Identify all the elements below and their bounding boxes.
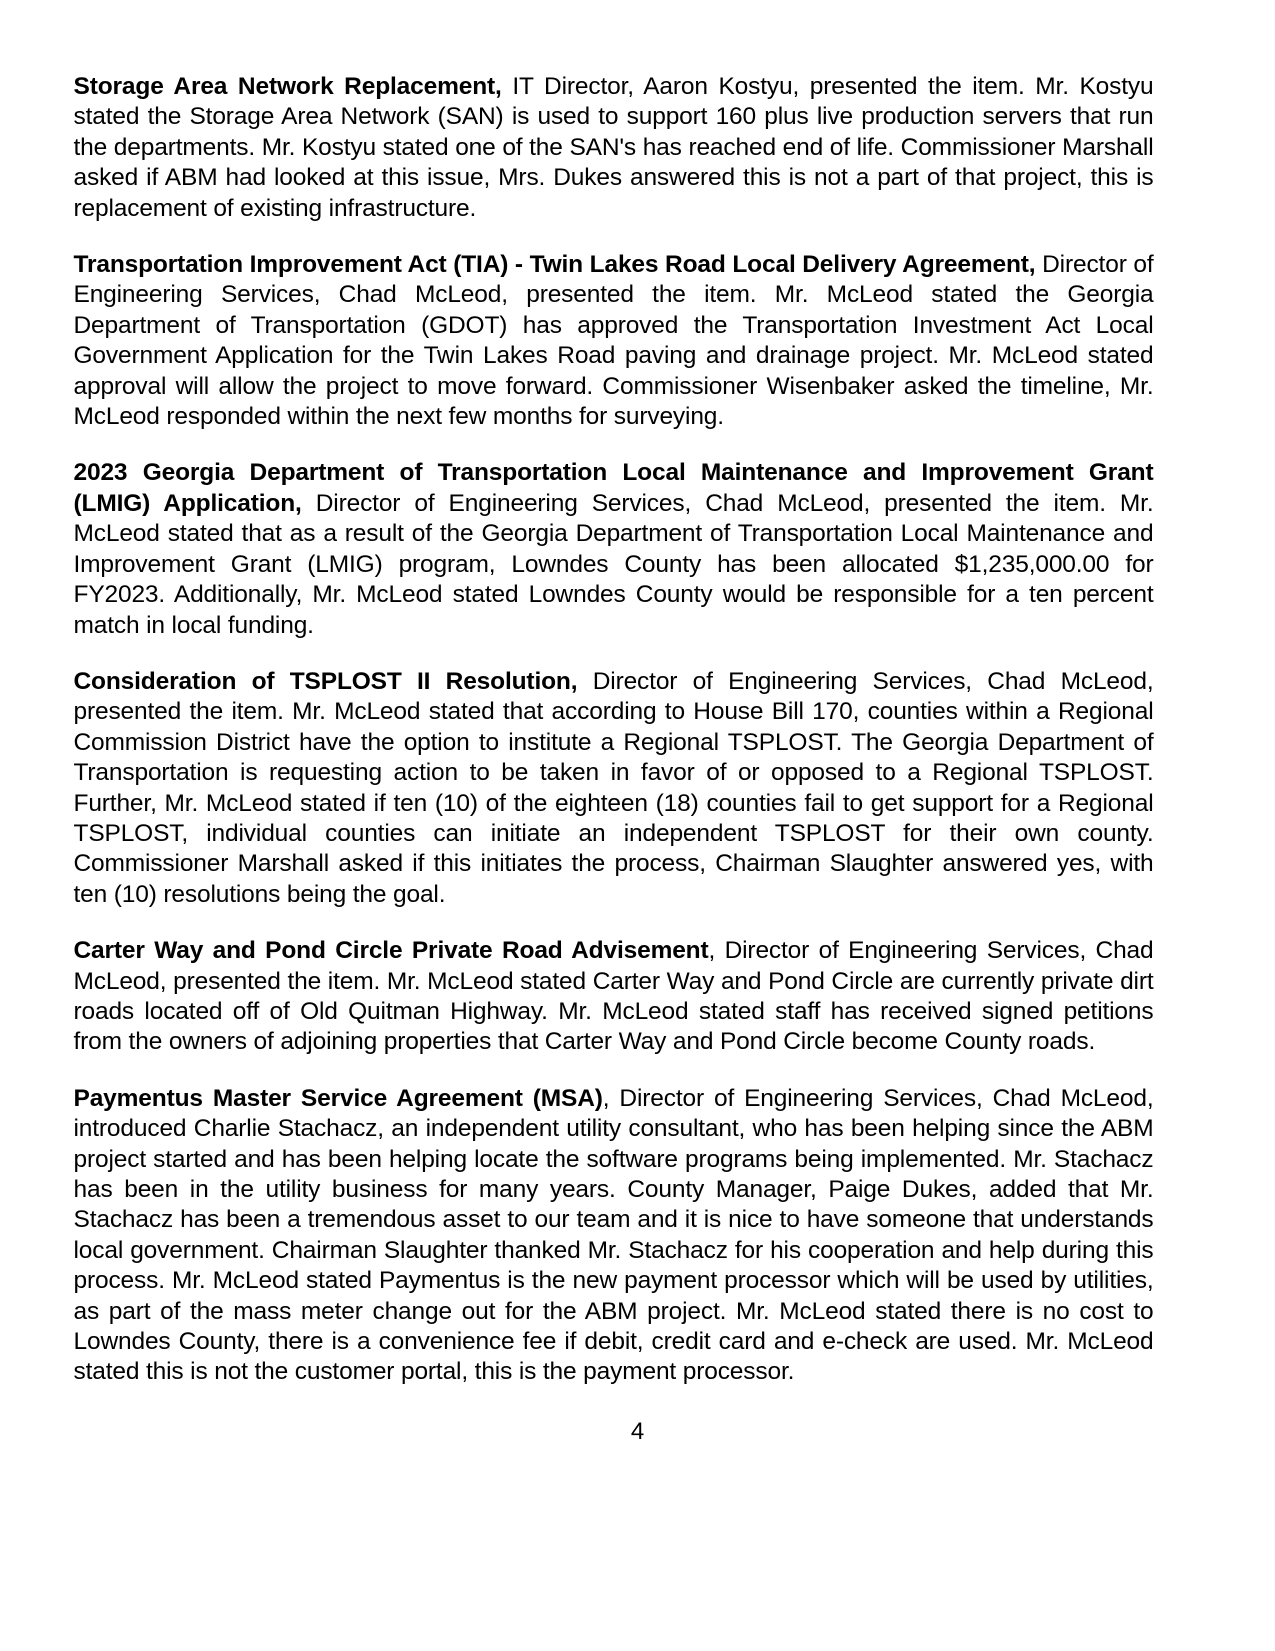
minutes-paragraph-consideration-of-tsplost-ii-resolution: [74, 667, 1154, 910]
minutes-paragraph-paymentus-master-service-agreement-msa: [74, 1084, 1154, 1388]
document-body: [74, 72, 1154, 1388]
minutes-paragraph-transportation-improvement-act-twin-lakes-road: [74, 250, 1154, 432]
paragraph-lead-in-heading: Carter Way and Pond Circle Private Road Advisement: [73, 937, 709, 965]
paragraph-body-text: Director of Engineering Services, Chad McLeod, presented the item. Mr. McLeod stated that according to House Bill 170, counties within a Regional Commission District have the option to institute a Regional TSPLOST. The Georgia Department of Transportation is requesting action to be taken in favor of or opposed to a Regional TSPLOST. Further, Mr. McLeod stated if ten (10) of the eighteen (18) counties fail to get support for a Regional TSPLOST, individual counties can initiate an independent TSPLOST for their own county. Commissioner Marshall asked if this initiates the process, Chairman Slaughter answered yes, with ten (10) resolutions being the goal.: [73, 667, 1154, 908]
minutes-paragraph-carter-way-and-pond-circle-private-road-advisement: [74, 936, 1154, 1058]
paragraph-lead-in-heading: 2023 Georgia Department of Transportation Local Maintenance and Improvement Grant (LMIG) Application,: [73, 459, 1154, 517]
paragraph-body-text: , Director of Engineering Services, Chad McLeod, introduced Charlie Stachacz, an independent utility consultant, who has been helping since the ABM project started and has been helping locate the software programs being implemented. Mr. Stachacz has been in the utility business for many years. County Manager, Paige Dukes, added that Mr. Stachacz has been a tremendous asset to our team and it is nice to have someone that understands local government. Chairman Slaughter thanked Mr. Stachacz for his cooperation and help during this process. Mr. McLeod stated Paymentus is the new payment processor which will be used by utilities, as part of the mass meter change out for the ABM project. Mr. McLeod stated there is no cost to Lowndes County, there is a convenience fee if debit, credit card and e-check are used. Mr. McLeod stated this is not the customer portal, this is the payment processor.: [73, 1084, 1154, 1386]
paragraph-body-text: IT Director, Aaron Kostyu, presented the item. Mr. Kostyu stated the Storage Area Network (SAN) is used to support 160 plus live production servers that run the departments. Mr. Kostyu stated one of the SAN's has reached end of life. Commissioner Marshall asked if ABM had looked at this issue, Mrs. Dukes answered this is not a part of that project, this is replacement of existing infrastructure.: [73, 73, 1154, 222]
paragraph-lead-in-heading: Transportation Improvement Act (TIA) - Twin Lakes Road Local Delivery Agreement,: [73, 251, 1036, 279]
paragraph-lead-in-heading: Consideration of TSPLOST II Resolution,: [73, 667, 578, 695]
paragraph-lead-in-heading: Paymentus Master Service Agreement (MSA): [73, 1084, 603, 1112]
page-number: 4: [630, 1418, 645, 1445]
paragraph-body-text: , Director of Engineering Services, Chad McLeod, presented the item. Mr. McLeod stated Carter Way and Pond Circle are currently private dirt roads located off of Old Quitman Highway. Mr. McLeod stated staff has received signed petitions from the owners of adjoining properties that Carter Way and Pond Circle become County roads.: [73, 937, 1154, 1056]
paragraph-lead-in-heading: Storage Area Network Replacement,: [73, 73, 502, 100]
paragraph-body-text: Director of Engineering Services, Chad McLeod, presented the item. Mr. McLeod stated that as a result of the Georgia Department of Transportation Local Maintenance and Improvement Grant (LMIG) program, Lowndes County has been allocated $1,235,000.00 for FY2023. Additionally, Mr. McLeod stated Lowndes County would be responsible for a ten percent match in local funding.: [73, 489, 1154, 639]
paragraph-body-text: Director of Engineering Services, Chad McLeod, presented the item. Mr. McLeod stated the Georgia Department of Transportation (GDOT) has approved the Transportation Investment Act Local Government Application for the Twin Lakes Road paving and drainage project. Mr. McLeod stated approval will allow the project to move forward. Commissioner Wisenbaker asked the timeline, Mr. McLeod responded within the next few months for surveying.: [73, 251, 1154, 431]
minutes-paragraph-lmig-application-2023: [74, 458, 1154, 640]
minutes-paragraph-storage-area-network-replacement: [74, 72, 1154, 224]
